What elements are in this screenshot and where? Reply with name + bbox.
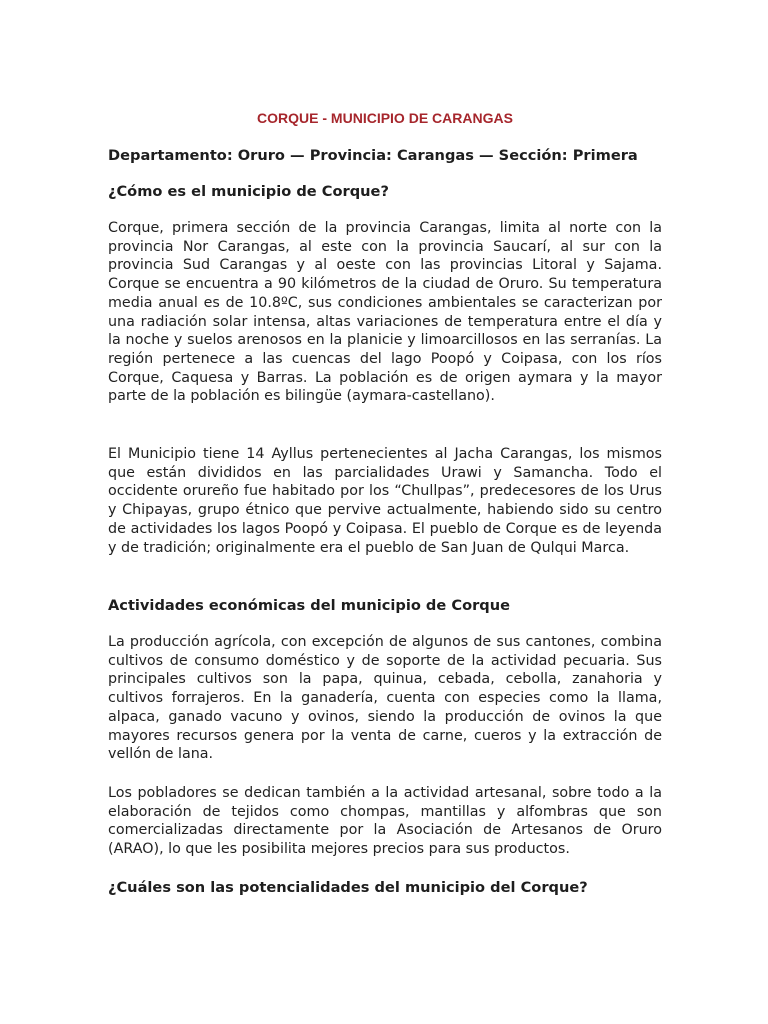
document-title: CORQUE - MUNICIPIO DE CARANGAS [257, 110, 513, 126]
document-subtitle: Departamento: Oruro — Provincia: Carangas — Sección: Primera [108, 147, 638, 164]
section-heading-potencialidades: ¿Cuáles son las potencialidades del municipio del Corque? [108, 879, 588, 896]
paragraph-artesania: Los pobladores se dedican también a la actividad artesanal, sobre todo a la elaboración de tejidos como chompas, mantillas y alfombras que son comercializadas directamente por la Asociación de Artesanos de Oruro (ARAO), lo que les posibilita mejores precios para sus productos. [108, 785, 662, 858]
section-heading-municipio: ¿Cómo es el municipio de Corque? [108, 183, 389, 200]
paragraph-descripcion: Corque, primera sección de la provincia Carangas, limita al norte con la provincia Nor Carangas, al este con la provincia Saucarí, al sur con la provincia Sud Carangas y al oeste con las provincias Litoral y Sajama. Corque se encuentra a 90 kilómetros de la ciudad de Oruro. Su temperatura media anual es de 10.8ºC, sus condiciones ambientales se caracterizan por una radiación solar intensa, altas variaciones de temperatura entre el día y la noche y suelos arenosos en la planicie y limoarcillosos en las serranías. La región pertenece a las cuencas del lago Poopó y Coipasa, con los ríos Corque, Caquesa y Barras. La población es de origen aymara y la mayor parte de la población es bilingüe (aymara-castellano). [108, 220, 662, 405]
section-heading-actividades: Actividades económicas del municipio de Corque [108, 597, 511, 614]
paragraph-ayllus: El Municipio tiene 14 Ayllus pertenecientes al Jacha Carangas, los mismos que están divididos en las parcialidades Urawi y Samancha. Todo el occidente orureño fue habitado por los “Chullpas”, predecesores de los Urus y Chipayas, grupo étnico que pervive actualmente, habiendo sido su centro de actividades los lagos Poopó y Coipasa. El pueblo de Corque es de leyenda y de tradición; originalmente era el pueblo de San Juan de Qulqui Marca. [108, 446, 662, 556]
paragraph-produccion: La producción agrícola, con excepción de algunos de sus cantones, combina cultivos de consumo doméstico y de soporte de la actividad pecuaria. Sus principales cultivos son la papa, quinua, cebada, cebolla, zanahoria y cultivos forrajeros. En la ganadería, cuenta con especies como la llama, alpaca, ganado vacuno y ovinos, siendo la producción de ovinos la que mayores recursos genera por la venta de carne, cueros y la extracción de vellón de lana. [108, 634, 662, 763]
